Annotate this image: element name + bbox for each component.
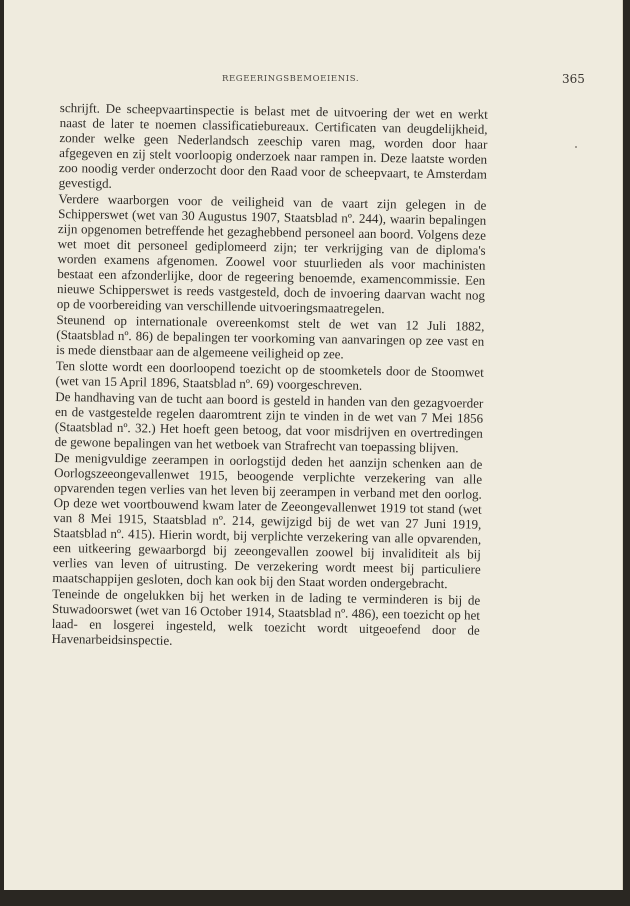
paragraph: De handhaving van de tucht aan boord is gesteld in handen van den gezagvoerder en de vastgestelde regelen daaromtrent zijn te vinden in de wet van 7 Mei 1856 (Staatsblad nº. 32.) Het hoeft geen betoog, dat voor misdrijven en overtredingen de gewone bepalingen van het wetboek van Strafrecht van toepassing blijven.: [54, 388, 484, 456]
running-title: REGEERINGSBEMOEIENIS.: [222, 74, 360, 84]
paragraph: Verdere waarborgen voor de veiligheid van de vaart zijn gelegen in de Schipperswet (wet van 30 Augustus 1907, Staatsblad nº. 244), waarin bepalingen zijn opgenomen betreffende het gezaghebbend personeel aan boord. Volgens deze wet moet dit personeel gediplomeerd zijn; ter verkrijging van de diploma's worden examens afgenomen. Zoowel voor stuurlieden als voor machinisten bestaat een afzonderlijke, door de regeering benoemde, examencommissie. Een nieuwe Schipperswet is reeds vastgesteld, doch de invoering daarvan wacht nog op de voorbereiding van verschillende uitvoeringsmaatregelen.: [56, 190, 487, 317]
page-number: 365: [562, 72, 585, 86]
paragraph: Steunend op internationale overeenkomst stelt de wet van 12 Juli 1882, (Staatsblad nº. 86) de bepalingen ter voorkoming van aanvaringen op zee vast en is mede dienstbaar aan de algemeene veiligheid op zee.: [55, 311, 485, 362]
page-header: [4, 74, 622, 90]
margin-speck: [575, 146, 577, 148]
book-page: [4, 0, 623, 890]
paragraph: Ten slotte wordt een doorloopend toezicht op de stoomketels door de Stoomwet (wet van 15 April 1896, Staatsblad nº. 69) voorgeschreven.: [55, 357, 484, 393]
paragraph: Teneinde de ongelukken bij het werken in de lading te verminderen is bij de Stuwadoorswet (wet van 16 October 1914, Staatsblad nº. 486), een toezicht op het laad- en losgerei ingesteld, welk toezicht wordt uitgeoefend door de Havenarbeidsinspectie.: [51, 585, 481, 648]
paragraph: schrijft. De scheepvaartinspectie is belast met de uitvoering der wet en werkt naast de later te noemen classificatiebureaux. Certificaten van deugdelijkheid, zonder welke geen Nederlandsch zeeschip varen mag, worden door haar afgegeven en zij stelt voorloopig onderzoek naar rampen in. Deze laatste worden zoo noodig verder onderzocht door den Raad voor de scheepvaart, te Amsterdam gevestigd.: [58, 100, 488, 191]
paragraph: De menigvuldige zeerampen in oorlogstijd deden het aanzijn schenken aan de Oorlogszeeongevallenwet 1915, beoogende verplichte verzekering van alle opvarenden tegen verlies van het leven bij zeerampen in verband met den oorlog. Op deze wet voortbouwend kwam later de Zeeongevallenwet 1919 tot stand (wet van 8 Mei 1915, Staatsblad nº. 214, gewijzigd bij de wet van 27 Juni 1919, Staatsblad nº. 415). Hierin wordt, bij verplichte verzekering van alle opvarenden, een uitkeering gewaarborgd bij zeeongevallen zoowel bij invaliditeit als bij verlies van leven of uitrusting. De verzekering wordt meest bij particuliere maatschappijen gesloten, doch kan ook bij den Staat worden ondergebracht.: [52, 449, 483, 592]
body-text: [51, 100, 488, 653]
